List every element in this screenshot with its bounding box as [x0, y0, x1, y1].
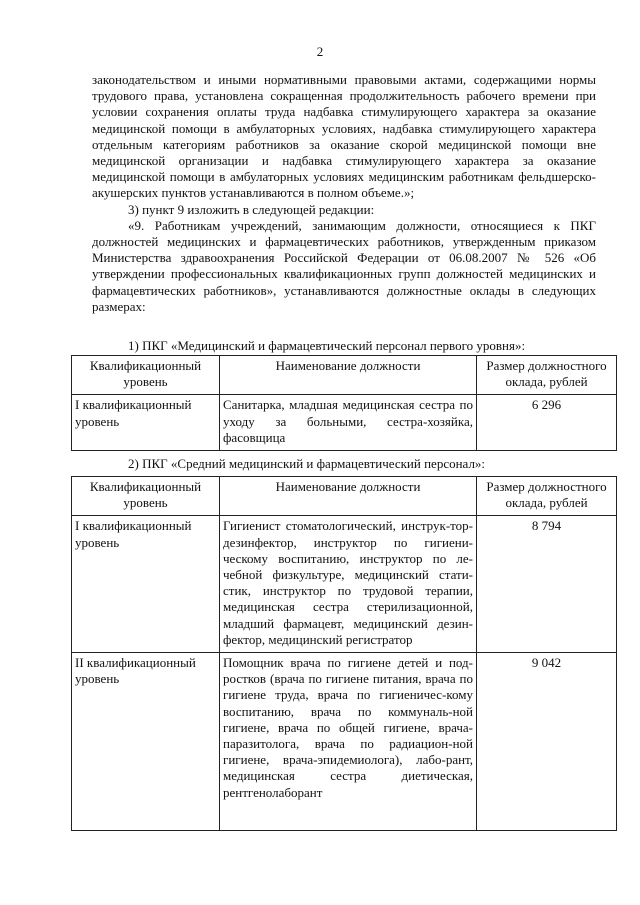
header-level: Квалификационный уровень: [72, 356, 220, 395]
position-cell: Помощник врача по гигиене детей и под-ростков (врача по гигиене питания, врача по гигиене труда, врача по гигиеничес-кому воспитанию, врача по коммуналь-ной гигиене, врача по общей гигиене, врача-паразитолога, врача по радиацион-ной гигиене, врача-эпидемиолога), лабо-рант, медицинская сестра диетическая, рентгенолаборант: [220, 653, 477, 831]
salary-cell: 8 794: [477, 516, 617, 653]
level-cell: I квалификационный уровень: [72, 395, 220, 451]
salary-cell: 9 042: [477, 653, 617, 831]
point-3-paragraph: 3) пункт 9 изложить в следующей редакции:: [128, 201, 375, 217]
table-row: [72, 395, 617, 451]
header-level: Квалификационный уровень: [72, 477, 220, 516]
document-body: [92, 72, 596, 315]
table-pkg2: [71, 476, 617, 831]
pkg2-title: 2) ПКГ «Средний медицинский и фармацевтический персонал»:: [128, 456, 486, 471]
page-number: 2: [316, 44, 324, 59]
table-row: [72, 516, 617, 653]
table-pkg1: [71, 355, 617, 451]
header-salary: Размер должностного оклада, рублей: [477, 356, 617, 395]
level-cell: II квалификационный уровень: [72, 653, 220, 831]
pkg1-title: 1) ПКГ «Медицинский и фармацевтический персонал первого уровня»:: [128, 338, 526, 353]
salary-cell: 6 296: [477, 395, 617, 451]
level-cell: I квалификационный уровень: [72, 516, 220, 653]
intro-paragraph: законодательством и иными нормативными правовыми актами, содержащими нормы трудового права, установлена сокращенная продолжительность рабочего времени при условии сохранения оплаты труда надбавка стимулирующего характера за оказание медицинской помощи в амбулаторных условиях, надбавка стимулирующего характера отдельным категориям работников за оказание скорой медицинской помощи вне медицинской организации и надбавка стимулирующего характера за оказание медицинской помощи в амбулаторных условиях медицинским работникам фельдшерско-акушерских пунктов устанавливаются в полном объеме.»;: [92, 72, 596, 201]
table-header-row: [72, 356, 617, 395]
position-cell: Гигиенист стоматологический, инструк-тор-дезинфектор, инструктор по гигиени-ческому воспитанию, инструктор по ле-чебной физкультуре, медицинский стати-стик, инструктор по трудовой терапии, медицинская сестра стерилизационной, младший фармацевт, медицинский дезин-фектор, медицинский регистратор: [220, 516, 477, 653]
header-position: Наименование должности: [220, 477, 477, 516]
position-cell: Санитарка, младшая медицинская сестра по уходу за больными, сестра-хозяйка, фасовщица: [220, 395, 477, 451]
header-position: Наименование должности: [220, 356, 477, 395]
point-9-paragraph: «9. Работникам учреждений, занимающим должности, относящиеся к ПКГ должностей медицинских и фармацевтических работников, утвержденным приказом Министерства здравоохранения Российской Федерации от 06.08.2007 № 526 «Об утверждении профессиональных квалификационных групп должностей медицинских и фармацевтических работников», устанавливаются должностные оклады в следующих размерах:: [92, 217, 596, 314]
header-salary: Размер должностного оклада, рублей: [477, 477, 617, 516]
table-row: [72, 653, 617, 831]
table-header-row: [72, 477, 617, 516]
